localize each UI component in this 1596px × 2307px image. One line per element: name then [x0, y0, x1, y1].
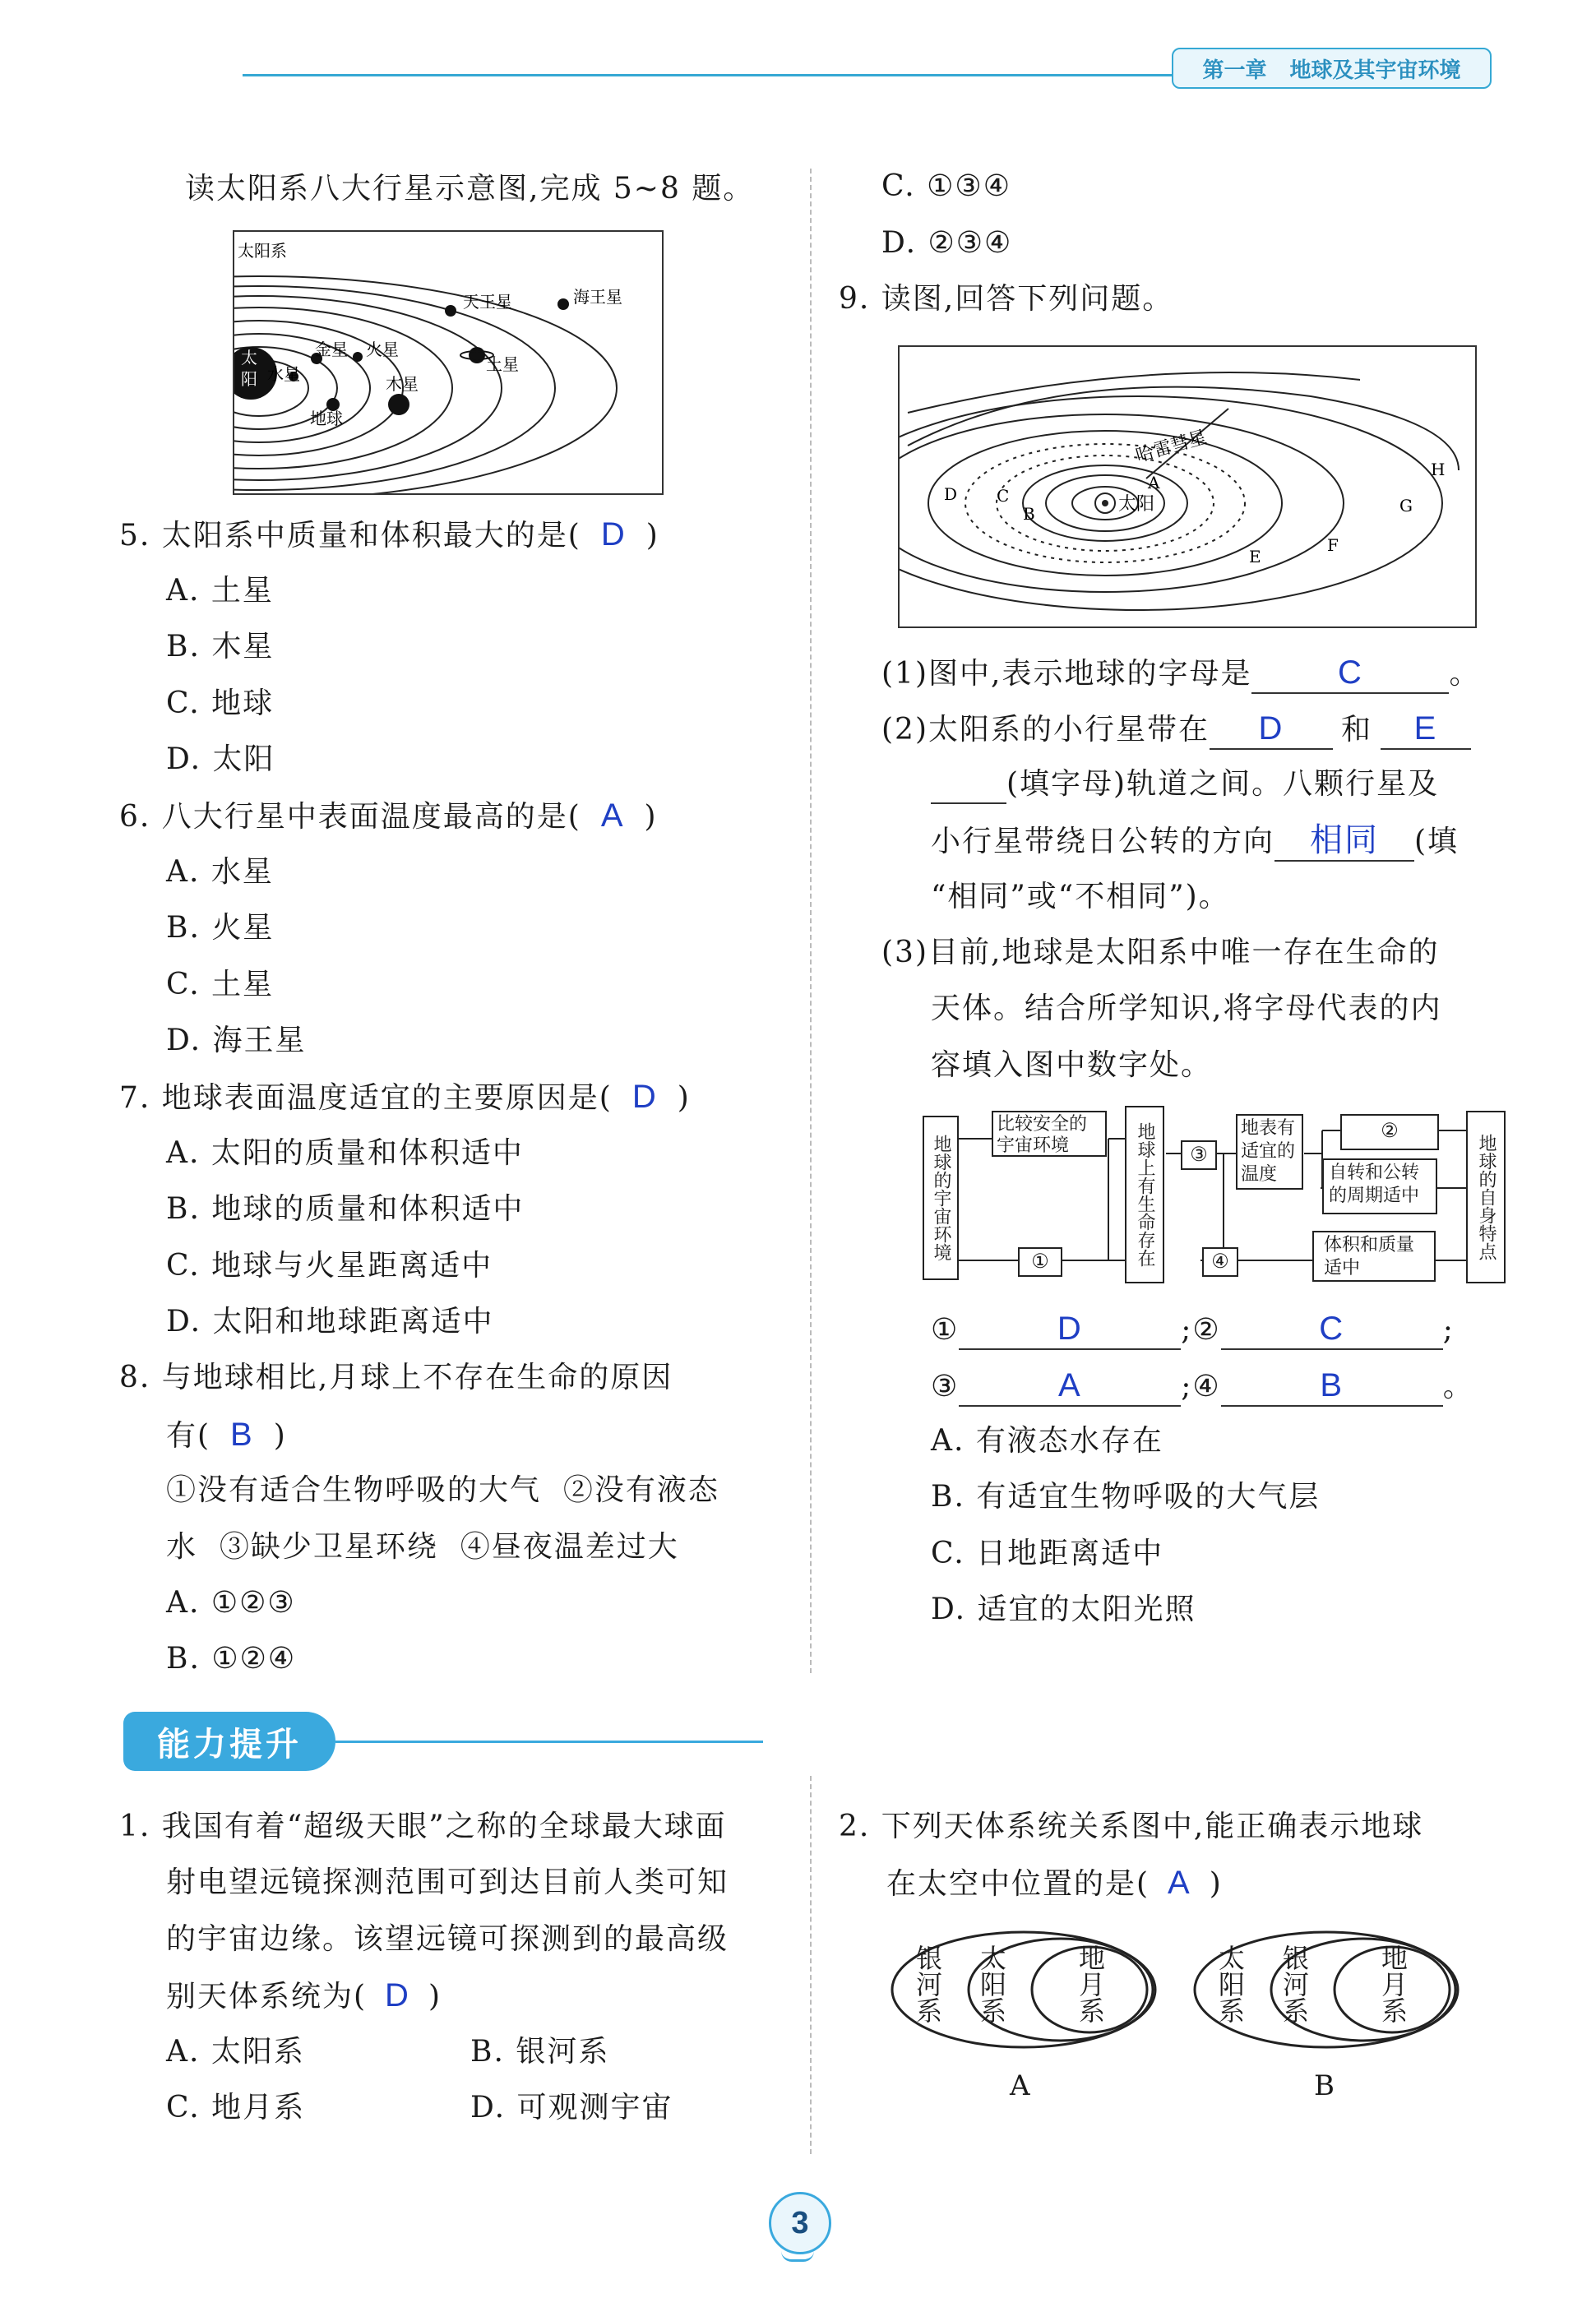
q7-option: D. 太阳和地球距离适中 [166, 1305, 494, 1338]
q8-option: B. ①②④ [166, 1642, 297, 1676]
planet-label-mercury: 水星 [267, 364, 300, 384]
q5-option: C. 地球 [166, 687, 275, 720]
diagram-a-mid: 太阳系 [976, 1944, 1007, 2023]
sun-label: 太 [241, 348, 257, 368]
box-num-4: ④ [1202, 1247, 1238, 1277]
system-diagram-a [888, 1928, 1168, 2109]
q9-p3-line3: 容填入图中数字处。 [931, 1048, 1213, 1082]
q9-p1-blank[interactable] [1251, 654, 1449, 694]
system-diagram-b [1191, 1928, 1470, 2109]
aq1-line4: 别天体系统为( D ) [166, 1977, 442, 2013]
life-conditions-diagram [919, 1106, 1511, 1283]
section-rule [335, 1741, 763, 1743]
q8-option: C. ①③④ [881, 169, 1011, 203]
q6-option: A. 水星 [166, 855, 274, 889]
q8-option: A. ①②③ [166, 1586, 296, 1620]
box-earth-features: 地球的自身特点 [1466, 1111, 1506, 1283]
q7-option: A. 太阳的质量和体积适中 [166, 1136, 524, 1170]
q7-option: C. 地球与火星距离适中 [166, 1249, 493, 1283]
q9-fill-row2: ③ A ;④ B 。 [931, 1367, 1474, 1407]
q9-fill-blank-1[interactable] [959, 1311, 1181, 1350]
aq1-line2: 射电望远镜探测范围可到达目前人类可知 [166, 1865, 729, 1899]
orbit-letter-e: E [1249, 547, 1261, 566]
planet-label-earth: 地球 [310, 409, 343, 428]
q5-option: A. 土星 [166, 574, 274, 608]
q6-option: B. 火星 [166, 911, 275, 945]
q9-fill-answer-4: B [1320, 1367, 1344, 1403]
aq2-line2: 在太空中位置的是( A ) [886, 1865, 1223, 1901]
q9-stem: 9. 读图,回答下列问题。 [839, 282, 1174, 316]
q7-stem: 7. 地球表面温度适宜的主要原因是( D ) [119, 1079, 691, 1115]
q5-option: D. 太阳 [166, 742, 275, 776]
section-banner [123, 1712, 335, 1771]
q9-p2-blank1[interactable] [1210, 710, 1333, 750]
chapter-label: 第一章 [1202, 57, 1267, 82]
column-divider-2 [810, 1776, 812, 2154]
diagram-b-inner: 地月系 [1377, 1944, 1409, 2023]
orbit-letter-a: A [1148, 473, 1160, 492]
q9-p1-answer: C [1338, 654, 1363, 691]
diagram-a-outer: 银河系 [912, 1944, 943, 2023]
box-volume-mass: 体积和质量适中 [1312, 1231, 1436, 1282]
orbit-letter-h: H [1431, 460, 1446, 479]
q9-p2-blank2-cont [931, 766, 1006, 804]
q9-p2-line4: “相同”或“不相同”)。 [931, 880, 1230, 913]
q7-answer: D [631, 1079, 658, 1115]
box-life-exists: 地球上有生命存在 [1125, 1106, 1164, 1283]
aq1-option: C. 地月系 [166, 2091, 306, 2124]
q9-p3-line1: (3)目前,地球是太阳系中唯一存在生命的 [881, 936, 1440, 969]
q9-fill-blank-3[interactable] [959, 1367, 1181, 1407]
box-num-2: ② [1340, 1114, 1439, 1150]
box-cosmic-env: 地球的宇宙环境 [923, 1116, 959, 1280]
header-rule [243, 74, 1172, 76]
planet-label-jupiter: 木星 [386, 374, 419, 394]
q5-answer: D [600, 516, 627, 552]
orbit-letter-d: D [944, 484, 958, 504]
box-safe-env: 比较安全的宇宙环境 [992, 1111, 1107, 1157]
q6-option: C. 土星 [166, 968, 275, 1001]
planet-label-neptune: 海王星 [573, 287, 622, 307]
orbit-letter-c: C [997, 486, 1010, 506]
intro-text: 读太阳系八大行星示意图,完成 5~8 题。 [185, 172, 755, 206]
sun-label-q9: 太阳 [1118, 494, 1155, 515]
q9-fill-answer-2: C [1319, 1311, 1345, 1347]
page-number-stand [781, 2251, 814, 2262]
q8-line1: ①没有适合生物呼吸的大气 ②没有液态 [166, 1473, 719, 1507]
diagram-b-outer: 太阳系 [1214, 1944, 1246, 2023]
q9-fill-blank-2[interactable] [1221, 1311, 1443, 1350]
sun-label-2: 阳 [241, 369, 257, 389]
aq1-line3: 的宇宙边缘。该望远镜可探测到的最高级 [166, 1922, 729, 1956]
diagram-b-mid: 银河系 [1279, 1944, 1310, 2023]
aq1-answer: D [385, 1977, 410, 2013]
q9-p2-line3: 小行星带绕日公转的方向 相同 (填 [931, 822, 1459, 862]
q8-option: D. ②③④ [881, 226, 1013, 260]
planet-label-venus: 金星 [315, 340, 348, 359]
q9-fill-answer-3: A [1057, 1367, 1082, 1403]
orbit-letter-g: G [1399, 496, 1413, 515]
diagram-b-label: B [1314, 2069, 1335, 2102]
chapter-title: 地球及其宇宙环境 [1289, 57, 1461, 82]
q9-fill-blank-4[interactable] [1221, 1367, 1443, 1407]
q6-answer: A [600, 798, 625, 834]
aq1-option: B. 银河系 [470, 2035, 610, 2069]
planet-label-saturn: 土星 [486, 354, 519, 374]
aq1-option: D. 可观测宇宙 [470, 2091, 673, 2124]
planet-label-uranus: 天王星 [463, 292, 512, 312]
q6-stem: 6. 八大行星中表面温度最高的是( A ) [119, 798, 658, 834]
orbit-letter-b: B [1023, 504, 1035, 524]
box-num-3: ③ [1181, 1140, 1217, 1170]
q8-line2: 水 ③缺少卫星环绕 ④昼夜温差过大 [166, 1530, 679, 1564]
orbit-letter-f: F [1327, 535, 1339, 555]
aq2-answer: A [1168, 1865, 1191, 1901]
q9-fill-row1: ① D ;② C ; [931, 1311, 1455, 1350]
comet-orbit-svg [900, 347, 1475, 626]
q5-stem: 5. 太阳系中质量和体积最大的是( D ) [119, 516, 659, 552]
comet-label: 哈雷彗星 [1133, 427, 1210, 467]
system-label: 太阳系 [238, 241, 287, 261]
q5-option: B. 木星 [166, 630, 275, 663]
q9-option: B. 有适宜生物呼吸的大气层 [931, 1480, 1321, 1514]
box-rotation-period: 自转和公转的周期适中 [1322, 1158, 1437, 1214]
q9-p2-blank2[interactable] [1381, 710, 1471, 750]
q9-p2: (2)太阳系的小行星带在 D 和 E [881, 710, 1471, 750]
q9-option: C. 日地距离适中 [931, 1537, 1164, 1570]
box-surface-temp: 地表有适宜的温度 [1236, 1114, 1303, 1190]
q9-option: D. 适宜的太阳光照 [931, 1593, 1196, 1626]
aq1-option: A. 太阳系 [166, 2035, 305, 2069]
planet-label-mars: 火星 [366, 340, 399, 359]
q9-p2-answer3: 相同 [1310, 822, 1380, 858]
q8-stem: 8. 与地球相比,月球上不存在生命的原因 [119, 1361, 673, 1394]
column-divider [810, 169, 812, 1673]
q9-p2-line2: (填字母)轨道之间。八颗行星及 [931, 766, 1439, 804]
q7-option: B. 地球的质量和体积适中 [166, 1192, 525, 1226]
q9-p2-blank3[interactable] [1274, 822, 1414, 862]
aq2-line1: 2. 下列天体系统关系图中,能正确表示地球 [839, 1810, 1424, 1843]
q9-p3-line2: 天体。结合所学知识,将字母代表的内 [931, 992, 1442, 1025]
q8-answer: B [230, 1417, 254, 1453]
box-num-1: ① [1018, 1247, 1062, 1277]
solar-system-figure [233, 230, 664, 495]
diagram-a-inner: 地月系 [1075, 1944, 1106, 2023]
q8-stem-2: 有( B ) [166, 1417, 287, 1453]
page-number: 3 [791, 2205, 809, 2240]
solar-system-svg [234, 232, 662, 493]
q9-p2-answer2: E [1413, 710, 1438, 747]
comet-orbit-figure [898, 345, 1477, 628]
diagram-a-label: A [1010, 2069, 1030, 2102]
aq1-line1: 1. 我国有着“超级天眼”之称的全球最大球面 [119, 1810, 727, 1843]
q6-option: D. 海王星 [166, 1024, 307, 1057]
q9-p2-answer1: D [1258, 710, 1284, 747]
section-title: 能力提升 [157, 1726, 302, 1763]
q9-p1: (1)图中,表示地球的字母是 C 。 [881, 654, 1480, 694]
q9-fill-answer-1: D [1057, 1311, 1083, 1347]
page-number-badge [769, 2192, 831, 2254]
header-tab [1172, 48, 1492, 89]
q9-option: A. 有液态水存在 [931, 1424, 1163, 1458]
